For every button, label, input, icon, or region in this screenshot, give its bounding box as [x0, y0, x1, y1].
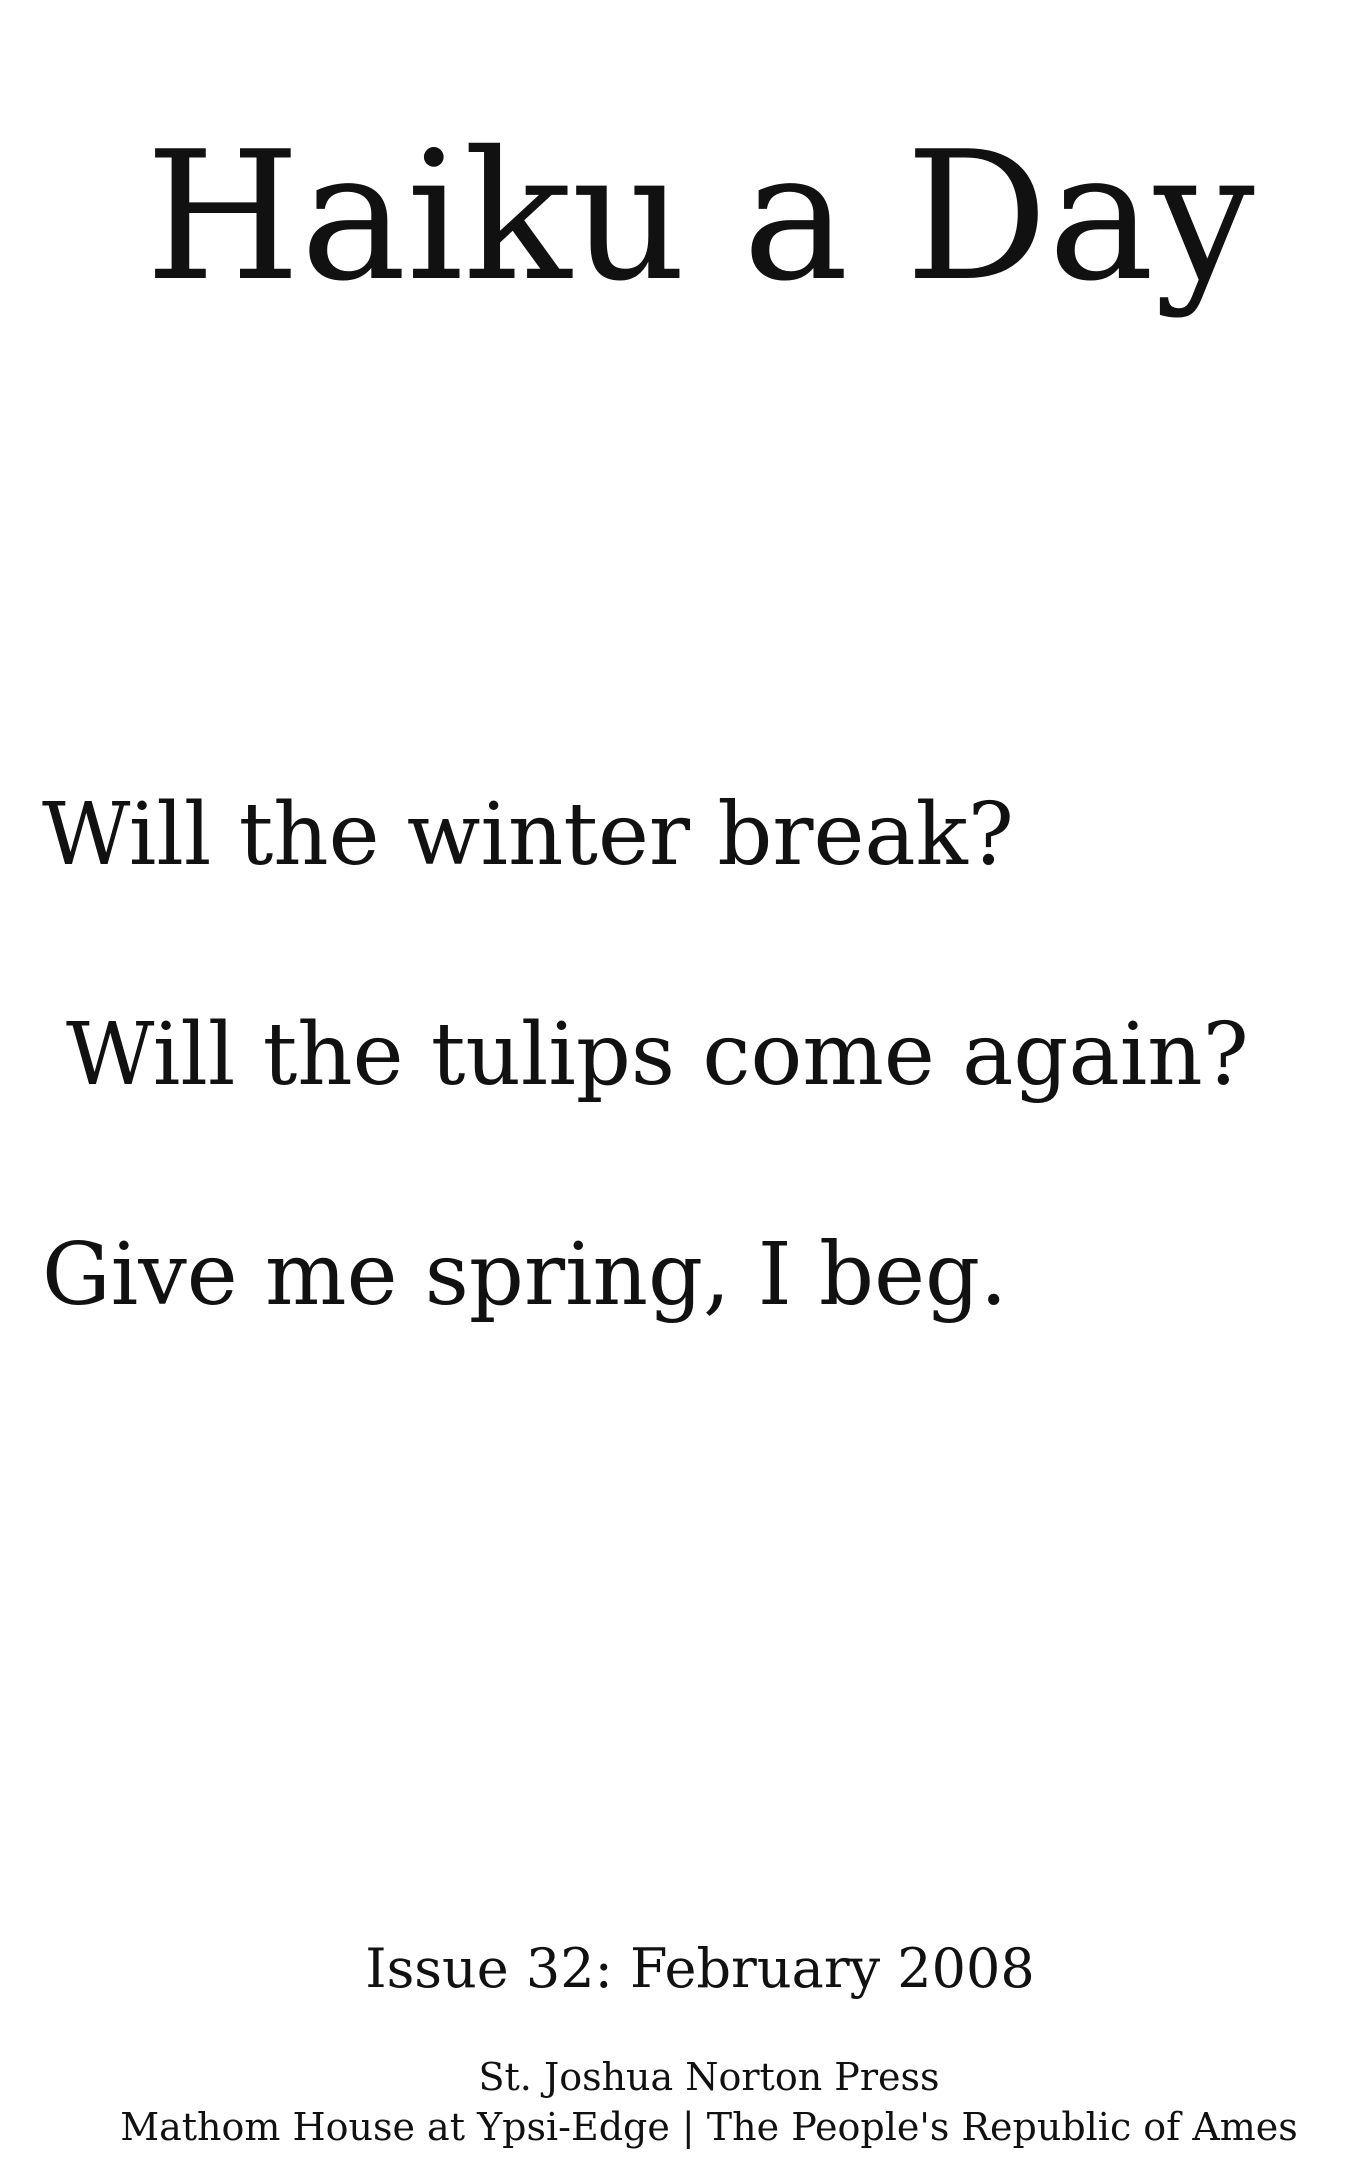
- press-location: Mathom House at Ypsi-Edge | The People's Republic of Ames: [120, 2105, 1298, 2149]
- page-title: Haiku a Day: [145, 113, 1255, 320]
- poem-line: Give me spring, I beg.: [42, 1225, 1008, 1325]
- poem-line: Will the winter break?: [42, 785, 1014, 885]
- issue-label: Issue 32: February 2008: [365, 1937, 1035, 2000]
- press-name: St. Joshua Norton Press: [478, 2055, 940, 2099]
- poem-line: Will the tulips come again?: [66, 1005, 1249, 1105]
